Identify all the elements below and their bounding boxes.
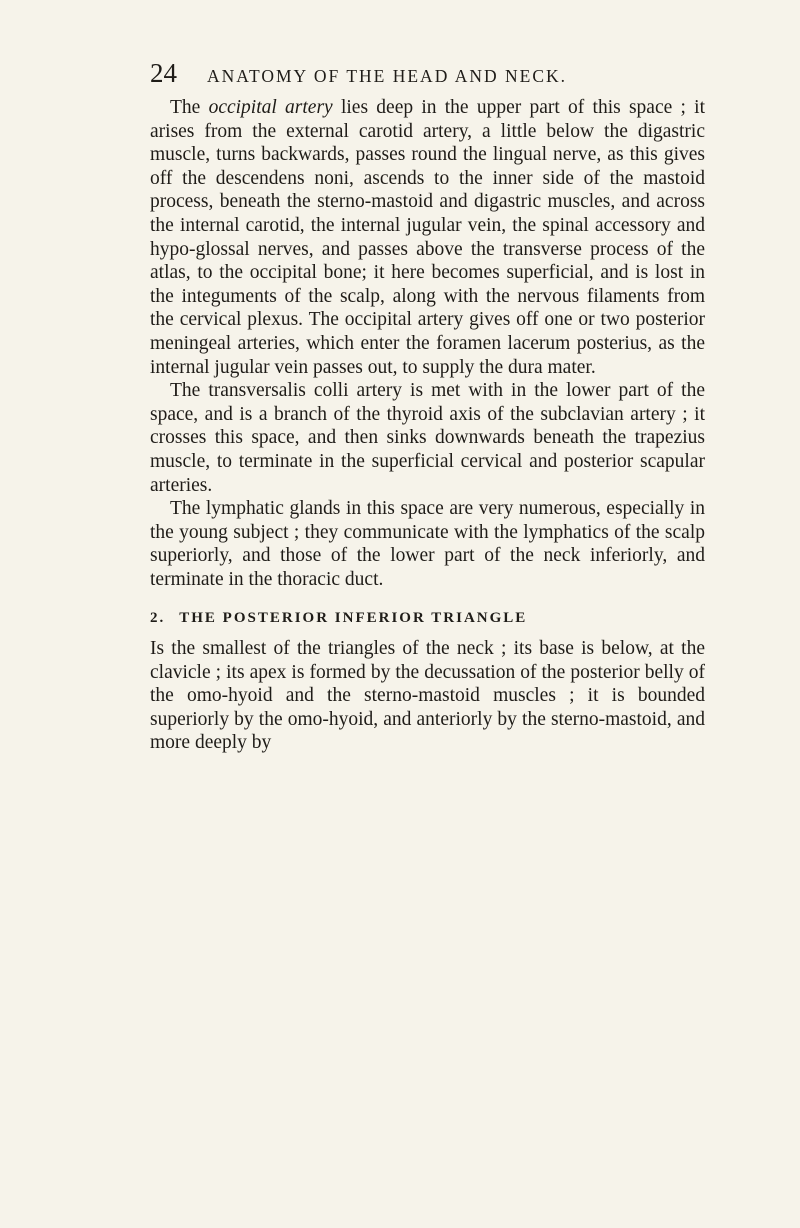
section-paragraph: Is the smallest of the triangles of the neck ; its base is below, at the clavicle ; its apex is formed by the decussation of the posterior belly of the omo-hyoid and the sterno-mastoid muscles ; it is bounded superiorly by the omo-hyoid, and anteriorly by the sterno-mastoid, and more deeply by: [150, 638, 705, 754]
paragraph-text: lies deep in the upper part of this space ; it arises from the external carotid artery, a little below the digastric muscle, turns backwards, passes round the lingual nerve, as this gives off the descendens noni, ascends to the inner side of the mastoid process, beneath the sterno-mastoid and digastric muscles, and across the internal carotid, the internal jugular vein, the spinal accessory and hypo-glossal nerves, and passes above the transverse process of the atlas, to the occipital bone; it here becomes superficial, and is lost in the integuments of the scalp, along with the nervous filaments from the cervical plexus. The occipital artery gives off one or two posterior meningeal arteries, which enter the foramen lacerum posterius, as the internal jugular vein passes out, to supply the dura mater.: [150, 97, 705, 378]
section-number: 2.: [150, 610, 166, 627]
italic-term: occipital artery: [208, 97, 333, 118]
page-number: 24: [150, 58, 177, 88]
body-text: [150, 96, 705, 755]
paragraph-lymphatic-glands: The lymphatic glands in this space are very numerous, especially in the young subject ; they communicate with the lymphatics of the scalp superiorly, and those of the lower part of the neck inferiorly, and terminate in the thoracic duct.: [150, 498, 705, 590]
paragraph-prefix: The: [170, 97, 209, 118]
page-header: [150, 58, 567, 89]
section-title: THE POSTERIOR INFERIOR TRIANGLE: [179, 610, 528, 627]
section-heading: [150, 607, 705, 631]
paragraph-occipital-artery: [150, 96, 705, 379]
paragraph-transversalis-colli: The transversalis colli artery is met with in the lower part of the space, and is a branch of the thyroid axis of the subclavian artery ; it crosses this space, and then sinks downwards beneath the trapezius muscle, to terminate in the superficial cervical and posterior scapular arteries.: [150, 380, 705, 496]
running-title: ANATOMY OF THE HEAD AND NECK.: [207, 66, 568, 86]
